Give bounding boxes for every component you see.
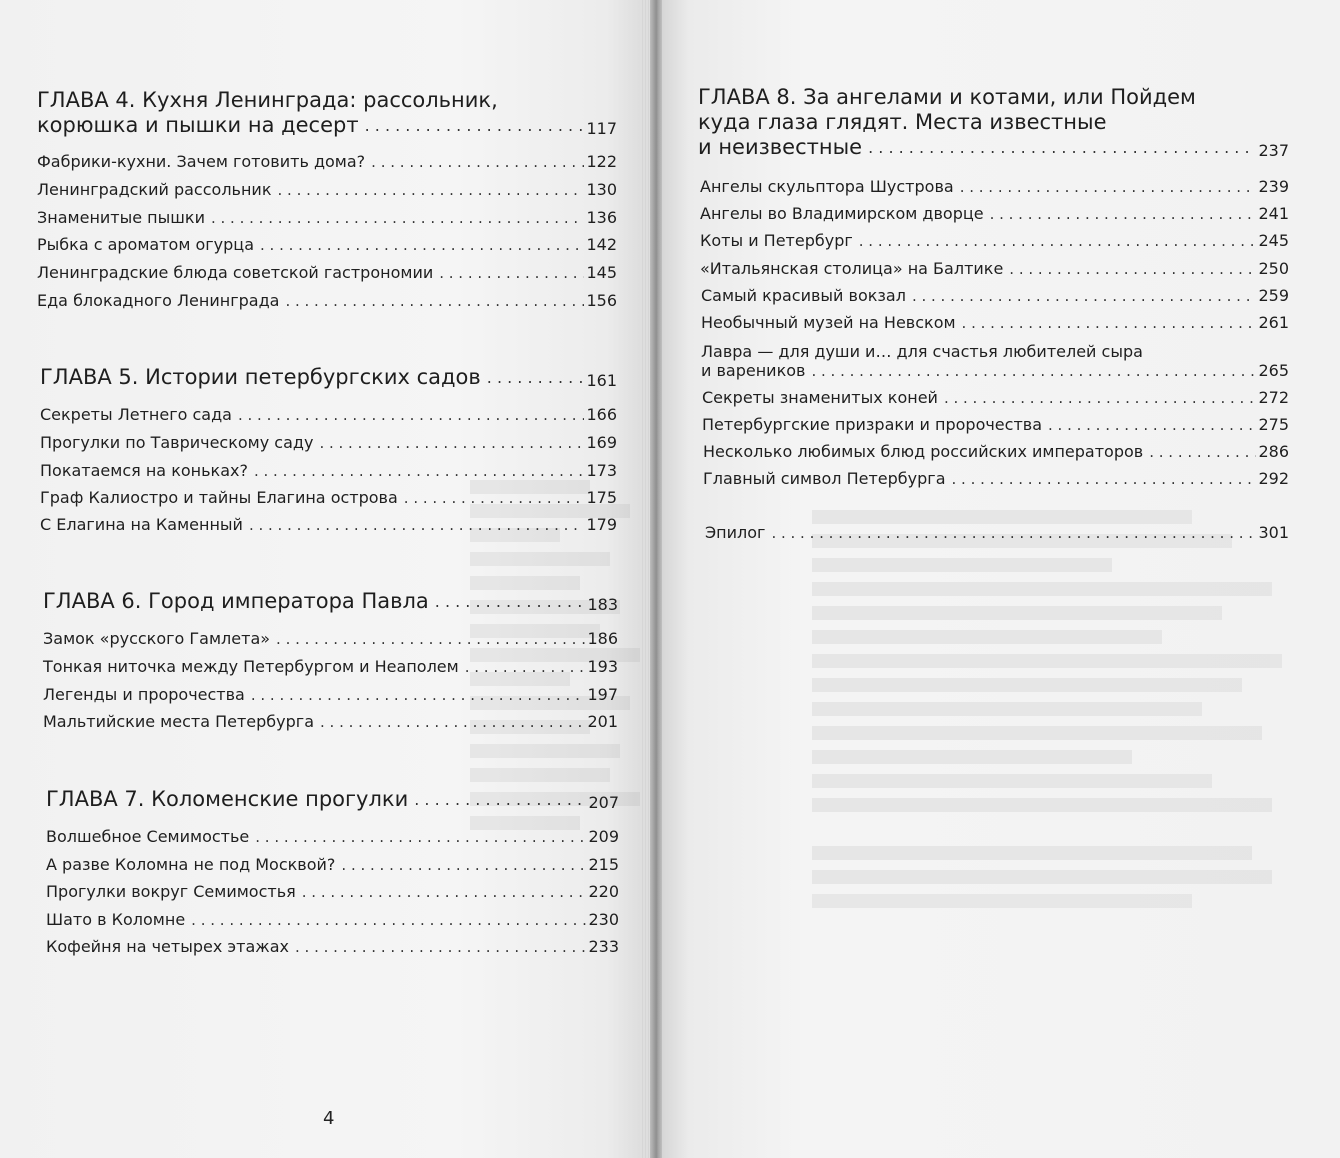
section-title: и вареников bbox=[701, 361, 806, 380]
toc-section[interactable] bbox=[46, 910, 619, 930]
toc-section[interactable] bbox=[43, 712, 618, 732]
dot-leader bbox=[962, 313, 1257, 333]
section-title: Рыбка с ароматом огурца bbox=[37, 235, 254, 254]
dot-leader bbox=[435, 588, 586, 615]
toc-section[interactable] bbox=[700, 259, 1289, 279]
section-title: Ангелы скульптора Шустрова bbox=[700, 177, 954, 196]
section-page: 142 bbox=[586, 235, 617, 254]
section-title: Секреты знаменитых коней bbox=[702, 388, 938, 407]
dot-leader bbox=[990, 204, 1257, 224]
toc-section[interactable] bbox=[40, 461, 617, 481]
section-title: Знаменитые пышки bbox=[37, 208, 205, 227]
dot-leader bbox=[912, 286, 1257, 306]
section-title: Прогулки вокруг Семимостья bbox=[46, 882, 296, 901]
toc-section[interactable] bbox=[702, 415, 1289, 435]
dot-leader bbox=[439, 263, 584, 283]
section-page: 130 bbox=[586, 180, 617, 199]
section-page: 220 bbox=[588, 882, 619, 901]
section-title: Главный символ Петербурга bbox=[703, 469, 946, 488]
chapter-7-page: 207 bbox=[588, 793, 619, 812]
toc-section[interactable] bbox=[40, 515, 617, 535]
section-page: 179 bbox=[586, 515, 617, 534]
section-title: Кофейня на четырех этажах bbox=[46, 937, 289, 956]
toc-section[interactable] bbox=[701, 313, 1289, 333]
section-title: Замок «русского Гамлета» bbox=[43, 629, 271, 648]
chapter-8-entry[interactable] bbox=[698, 134, 1289, 161]
dot-leader bbox=[341, 855, 586, 875]
section-page: 122 bbox=[586, 152, 617, 171]
section-title: Секреты Летнего сада bbox=[40, 405, 232, 424]
section-title: С Елагина на Каменный bbox=[40, 515, 243, 534]
chapter-7-title: ГЛАВА 7. Коломенские прогулки bbox=[46, 787, 409, 811]
section-title: «Итальянская столица» на Балтике bbox=[700, 259, 1004, 278]
chapter-8-page: 237 bbox=[1258, 141, 1289, 160]
chapter-8-title-line3: и неизвестные bbox=[698, 135, 863, 159]
toc-section[interactable] bbox=[37, 208, 617, 228]
section-title: Легенды и пророчества bbox=[43, 685, 245, 704]
page-number: 4 bbox=[323, 1108, 335, 1129]
toc-section[interactable] bbox=[46, 827, 619, 847]
section-title: Граф Калиостро и тайны Елагина острова bbox=[40, 488, 398, 507]
section-page: 173 bbox=[586, 461, 617, 480]
section-page: 197 bbox=[587, 685, 618, 704]
section-title: Ленинградский рассольник bbox=[37, 180, 272, 199]
dot-leader bbox=[1149, 442, 1256, 462]
section-title-line1: Лавра — для души и… для счастья любителей сыра bbox=[701, 342, 1143, 361]
left-page bbox=[0, 0, 652, 1158]
section-page: 156 bbox=[586, 291, 617, 310]
dot-leader bbox=[254, 461, 584, 481]
dot-leader bbox=[302, 882, 587, 902]
section-page: 145 bbox=[586, 263, 617, 282]
section-page: 169 bbox=[586, 433, 617, 452]
section-title: Фабрики-кухни. Зачем готовить дома? bbox=[37, 152, 366, 171]
section-title: Самый красивый вокзал bbox=[701, 286, 906, 305]
chapter-4-entry[interactable] bbox=[37, 112, 617, 139]
toc-section[interactable] bbox=[43, 685, 618, 705]
section-page: 233 bbox=[588, 937, 619, 956]
dot-leader bbox=[404, 488, 585, 508]
dot-leader bbox=[255, 827, 586, 847]
chapter-6-entry[interactable] bbox=[43, 588, 618, 615]
chapter-5-title: ГЛАВА 5. Истории петербургских садов bbox=[40, 365, 481, 389]
dot-leader bbox=[365, 112, 585, 139]
toc-section[interactable] bbox=[46, 937, 619, 957]
epilogue-page: 301 bbox=[1258, 523, 1289, 542]
section-page: 272 bbox=[1258, 388, 1289, 407]
epilogue-title: Эпилог bbox=[705, 523, 766, 542]
toc-section[interactable] bbox=[700, 177, 1289, 197]
toc-section[interactable] bbox=[40, 488, 617, 508]
section-page: 239 bbox=[1258, 177, 1289, 196]
section-title: Мальтийские места Петербурга bbox=[43, 712, 314, 731]
section-title: Покатаемся на коньках? bbox=[40, 461, 248, 480]
section-page: 286 bbox=[1258, 442, 1289, 461]
dot-leader bbox=[251, 685, 586, 705]
dot-leader bbox=[414, 786, 586, 813]
dot-leader bbox=[868, 134, 1256, 161]
section-page: 259 bbox=[1258, 286, 1289, 305]
dot-leader bbox=[952, 469, 1257, 489]
toc-section[interactable] bbox=[43, 629, 618, 649]
section-title: Ангелы во Владимирском дворце bbox=[700, 204, 984, 223]
dot-leader bbox=[320, 712, 585, 732]
chapter-8-title-line1: ГЛАВА 8. За ангелами и котами, или Пойдем bbox=[698, 85, 1196, 109]
epilogue-entry[interactable] bbox=[705, 523, 1289, 543]
dot-leader bbox=[771, 523, 1256, 543]
section-page: 175 bbox=[586, 488, 617, 507]
section-title: Еда блокадного Ленинграда bbox=[37, 291, 280, 310]
chapter-5-entry[interactable] bbox=[40, 364, 617, 391]
chapter-4-title-line2: корюшка и пышки на десерт bbox=[37, 113, 359, 137]
section-page: 193 bbox=[587, 657, 618, 676]
chapter-8-title-line2: куда глаза глядят. Места известные bbox=[698, 110, 1107, 134]
section-title: Ленинградские блюда советской гастрономии bbox=[37, 263, 434, 282]
section-page: 292 bbox=[1258, 469, 1289, 488]
section-page: 261 bbox=[1258, 313, 1289, 332]
section-page: 275 bbox=[1258, 415, 1289, 434]
section-title: Тонкая ниточка между Петербургом и Неаполем bbox=[43, 657, 459, 676]
toc-section[interactable] bbox=[700, 204, 1289, 224]
dot-leader bbox=[1048, 415, 1256, 435]
toc-section[interactable] bbox=[37, 152, 617, 172]
toc-section[interactable] bbox=[37, 235, 617, 255]
dot-leader bbox=[249, 515, 585, 535]
toc-section[interactable] bbox=[703, 442, 1289, 462]
toc-section[interactable] bbox=[701, 286, 1289, 306]
dot-leader bbox=[465, 657, 586, 677]
dot-leader bbox=[859, 231, 1257, 251]
section-page: 215 bbox=[588, 855, 619, 874]
dot-leader bbox=[278, 180, 585, 200]
section-page: 245 bbox=[1258, 231, 1289, 250]
right-page bbox=[662, 0, 1340, 1158]
chapter-6-title: ГЛАВА 6. Город императора Павла bbox=[43, 589, 429, 613]
section-page: 250 bbox=[1258, 259, 1289, 278]
dot-leader bbox=[238, 405, 584, 425]
section-title: Волшебное Семимостье bbox=[46, 827, 250, 846]
dot-leader bbox=[260, 235, 584, 255]
section-title: Петербургские призраки и пророчества bbox=[702, 415, 1042, 434]
dot-leader bbox=[276, 629, 585, 649]
dot-leader bbox=[191, 910, 586, 930]
page-edge bbox=[640, 0, 650, 1158]
chapter-6-page: 183 bbox=[587, 595, 618, 614]
section-title: Шато в Коломне bbox=[46, 910, 186, 929]
dot-leader bbox=[944, 388, 1257, 408]
toc-section[interactable] bbox=[37, 180, 617, 200]
toc-section[interactable] bbox=[40, 433, 617, 453]
chapter-4-title-line1: ГЛАВА 4. Кухня Ленинграда: рассольник, bbox=[37, 88, 498, 112]
section-page: 241 bbox=[1258, 204, 1289, 223]
section-page: 265 bbox=[1258, 361, 1289, 380]
toc-section[interactable] bbox=[37, 291, 617, 311]
show-through-text bbox=[812, 500, 1292, 918]
section-title: Несколько любимых блюд российских императоров bbox=[703, 442, 1144, 461]
chapter-4-page: 117 bbox=[586, 119, 617, 138]
dot-leader bbox=[487, 364, 585, 391]
toc-section[interactable] bbox=[46, 882, 619, 902]
toc-section[interactable] bbox=[702, 388, 1289, 408]
section-title: А разве Коломна не под Москвой? bbox=[46, 855, 336, 874]
section-page: 209 bbox=[588, 827, 619, 846]
dot-leader bbox=[319, 433, 584, 453]
chapter-5-page: 161 bbox=[586, 371, 617, 390]
toc-section[interactable] bbox=[46, 855, 619, 875]
section-title: Коты и Петербург bbox=[700, 231, 853, 250]
section-page: 186 bbox=[587, 629, 618, 648]
chapter-7-entry[interactable] bbox=[46, 786, 619, 813]
toc-section[interactable] bbox=[37, 263, 617, 283]
toc-section[interactable] bbox=[703, 469, 1289, 489]
section-title: Прогулки по Таврическому саду bbox=[40, 433, 314, 452]
dot-leader bbox=[285, 291, 584, 311]
dot-leader bbox=[1009, 259, 1256, 279]
section-title: Необычный музей на Невском bbox=[701, 313, 956, 332]
section-page: 166 bbox=[586, 405, 617, 424]
dot-leader bbox=[295, 937, 586, 957]
toc-section[interactable] bbox=[43, 657, 618, 677]
section-page: 230 bbox=[588, 910, 619, 929]
toc-section[interactable] bbox=[701, 361, 1289, 381]
section-page: 136 bbox=[586, 208, 617, 227]
section-page: 201 bbox=[587, 712, 618, 731]
dot-leader bbox=[371, 152, 584, 172]
toc-section[interactable] bbox=[700, 231, 1289, 251]
dot-leader bbox=[211, 208, 584, 228]
toc-section[interactable] bbox=[40, 405, 617, 425]
dot-leader bbox=[811, 361, 1256, 381]
dot-leader bbox=[960, 177, 1257, 197]
